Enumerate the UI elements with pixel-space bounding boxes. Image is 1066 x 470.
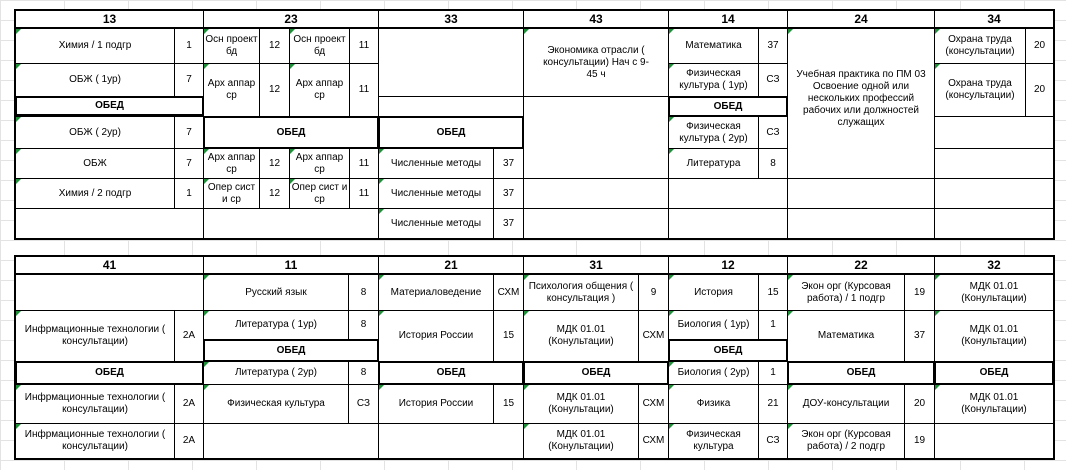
- lesson-room: 20: [1025, 63, 1054, 117]
- lesson-room: 15: [758, 274, 788, 311]
- lesson-room: 37: [493, 178, 524, 209]
- lesson-room: СЗ: [758, 116, 788, 149]
- lesson-subject: Численные методы: [378, 178, 494, 209]
- lesson-subject: Литература: [668, 148, 759, 179]
- lesson-subject: Экон орг (Курсовая работа) / 1 подгр: [787, 274, 905, 311]
- lesson-room: 7: [174, 63, 204, 97]
- lesson-subject: Осн проект бд: [203, 28, 260, 64]
- empty-cell: [668, 208, 788, 239]
- group-header-23: 23: [203, 10, 379, 29]
- lunch-break: ОБЕД: [668, 96, 788, 117]
- lesson-room: 2А: [174, 310, 204, 362]
- group-header-24: 24: [787, 10, 935, 29]
- lesson-subject: Инфрмационные технологии ( консультации): [15, 423, 175, 459]
- lesson-subject: МДК 01.01 (Конультации): [934, 274, 1054, 311]
- lesson-subject: Арх аппар ср: [203, 63, 260, 117]
- lesson-room: 21: [758, 384, 788, 424]
- lesson-subject: ОБЖ ( 2ур): [15, 116, 175, 149]
- lesson-subject: Инфрмационные технологии ( консультации): [15, 384, 175, 424]
- lesson-room: СЗ: [348, 384, 379, 424]
- lesson-subject: Биология ( 2ур): [668, 361, 759, 385]
- empty-cell: [15, 274, 204, 311]
- empty-cell: [668, 178, 788, 209]
- lesson-subject: Литература ( 2ур): [203, 361, 349, 385]
- lesson-room: 2А: [174, 423, 204, 459]
- lesson-subject: Химия / 1 подгр: [15, 28, 175, 64]
- empty-cell: [934, 208, 1054, 239]
- group-header-31: 31: [523, 256, 669, 275]
- empty-cell: [378, 28, 524, 97]
- lesson-subject: ОБЖ: [15, 148, 175, 179]
- lesson-subject: Арх аппар ср: [289, 63, 350, 117]
- lesson-subject: Материаловедение: [378, 274, 494, 311]
- group-header-33: 33: [378, 10, 524, 29]
- lesson-subject: Охрана труда (консультации): [934, 63, 1026, 117]
- lesson-subject: Осн проект бд: [289, 28, 350, 64]
- lesson-subject: Учебная практика по ПМ 03 Освоение одной или нескольких профессий рабочих или должностей служащих: [787, 28, 935, 180]
- lunch-break: ОБЕД: [378, 361, 524, 385]
- empty-cell: [934, 423, 1054, 459]
- lesson-room: 12: [259, 28, 290, 64]
- lesson-room: 15: [493, 310, 524, 362]
- group-header-43: 43: [523, 10, 669, 29]
- lesson-room: 1: [174, 178, 204, 209]
- lesson-room: 12: [259, 63, 290, 117]
- lesson-room: СХМ: [493, 274, 524, 311]
- group-header-11: 11: [203, 256, 379, 275]
- empty-cell: [934, 116, 1054, 149]
- empty-cell: [15, 208, 204, 239]
- lesson-subject: Математика: [668, 28, 759, 64]
- lesson-subject: Опер сист и ср: [203, 178, 260, 209]
- lesson-subject: Численные методы: [378, 208, 494, 239]
- lesson-room: 19: [904, 423, 935, 459]
- group-header-41: 41: [15, 256, 204, 275]
- lesson-subject: Охрана труда (консультации): [934, 28, 1026, 64]
- lesson-room: 37: [493, 148, 524, 179]
- lesson-subject: Инфрмационные технологии ( консультации): [15, 310, 175, 362]
- lesson-room: 20: [904, 384, 935, 424]
- lesson-room: 7: [174, 148, 204, 179]
- group-header-13: 13: [15, 10, 204, 29]
- lesson-room: 11: [349, 28, 379, 64]
- lunch-break: ОБЕД: [668, 339, 788, 362]
- lesson-room: 37: [904, 310, 935, 362]
- empty-cell: [787, 178, 935, 209]
- lesson-room: 8: [758, 148, 788, 179]
- lesson-subject: Опер сист и ср: [289, 178, 350, 209]
- empty-cell: [203, 423, 379, 459]
- lunch-break: ОБЕД: [15, 361, 204, 385]
- lesson-room: 19: [904, 274, 935, 311]
- lesson-room: 7: [174, 116, 204, 149]
- lesson-subject: ОБЖ ( 1ур): [15, 63, 175, 97]
- lesson-room: 11: [349, 63, 379, 117]
- lunch-break: ОБЕД: [203, 116, 379, 149]
- lesson-subject: Физика: [668, 384, 759, 424]
- empty-cell: [523, 208, 669, 239]
- lesson-subject: История России: [378, 310, 494, 362]
- lunch-break: ОБЕД: [203, 339, 379, 362]
- lesson-subject: МДК 01.01 (Конультации): [523, 384, 639, 424]
- lesson-room: 11: [349, 148, 379, 179]
- lunch-break: ОБЕД: [787, 361, 935, 385]
- lesson-subject: Физическая культура ( 1ур): [668, 63, 759, 97]
- lesson-subject: Биология ( 1ур): [668, 310, 759, 340]
- group-header-21: 21: [378, 256, 524, 275]
- lesson-subject: Физическая культура: [203, 384, 349, 424]
- empty-cell: [934, 148, 1054, 179]
- lunch-break: ОБЕД: [934, 361, 1054, 385]
- lesson-subject: Математика: [787, 310, 905, 362]
- lesson-subject: Арх аппар ср: [203, 148, 260, 179]
- empty-cell: [523, 96, 669, 180]
- group-header-14: 14: [668, 10, 788, 29]
- lesson-subject: МДК 01.01 (Конультации): [934, 310, 1054, 362]
- group-header-32: 32: [934, 256, 1054, 275]
- lesson-room: СХМ: [638, 384, 669, 424]
- lesson-subject: МДК 01.01 (Конультации): [523, 310, 639, 362]
- lesson-room: 1: [174, 28, 204, 64]
- lesson-subject: Физическая культура ( 2ур): [668, 116, 759, 149]
- lesson-subject: Психология общения ( консультация ): [523, 274, 639, 311]
- group-header-22: 22: [787, 256, 935, 275]
- lesson-room: 37: [758, 28, 788, 64]
- empty-cell: [934, 178, 1054, 209]
- lesson-room: 2А: [174, 384, 204, 424]
- lesson-room: 8: [348, 361, 379, 385]
- empty-cell: [523, 178, 669, 209]
- lesson-subject: История России: [378, 384, 494, 424]
- group-header-34: 34: [934, 10, 1054, 29]
- lunch-break: ОБЕД: [378, 116, 524, 149]
- lesson-subject: ДОУ-консультации: [787, 384, 905, 424]
- empty-cell: [787, 208, 935, 239]
- lesson-room: 12: [259, 178, 290, 209]
- lesson-subject: История: [668, 274, 759, 311]
- empty-cell: [378, 423, 524, 459]
- lesson-subject: МДК 01.01 (Конультации): [523, 423, 639, 459]
- lesson-subject: Арх аппар ср: [289, 148, 350, 179]
- lesson-room: 15: [493, 384, 524, 424]
- lesson-subject: Русский язык: [203, 274, 349, 311]
- lesson-subject: Физическая культура: [668, 423, 759, 459]
- lesson-room: 9: [638, 274, 669, 311]
- lesson-room: 12: [259, 148, 290, 179]
- lesson-room: 37: [493, 208, 524, 239]
- lesson-room: СЗ: [758, 63, 788, 97]
- lesson-subject: Химия / 2 подгр: [15, 178, 175, 209]
- lesson-room: 1: [758, 361, 788, 385]
- lesson-subject: Литература ( 1ур): [203, 310, 349, 340]
- lesson-room: СХМ: [638, 310, 669, 362]
- lunch-break: ОБЕД: [523, 361, 669, 385]
- lesson-subject: МДК 01.01 (Конультации): [934, 384, 1054, 424]
- lesson-room: 8: [348, 274, 379, 311]
- empty-cell: [378, 96, 524, 117]
- lesson-room: 8: [348, 310, 379, 340]
- empty-cell: [203, 208, 379, 239]
- lesson-room: 20: [1025, 28, 1054, 64]
- lesson-room: СЗ: [758, 423, 788, 459]
- lesson-room: 11: [349, 178, 379, 209]
- lesson-room: СХМ: [638, 423, 669, 459]
- lunch-break: ОБЕД: [15, 96, 204, 116]
- lesson-subject: Численные методы: [378, 148, 494, 179]
- lesson-subject: Экономика отрасли ( консультации) Нач с 9-45 ч: [523, 28, 669, 97]
- group-header-12: 12: [668, 256, 788, 275]
- lesson-room: 1: [758, 310, 788, 340]
- lesson-subject: Экон орг (Курсовая работа) / 2 подгр: [787, 423, 905, 459]
